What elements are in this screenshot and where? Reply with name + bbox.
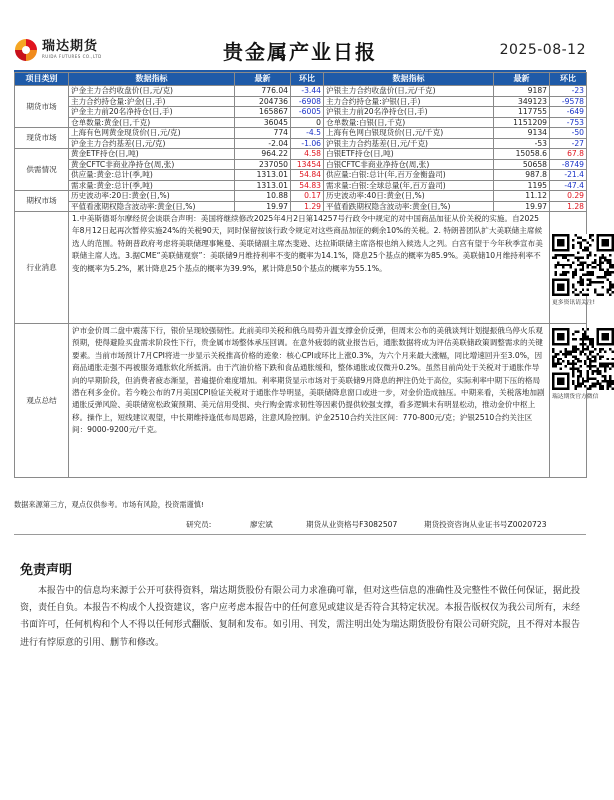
indicator-change: 13454 [291, 159, 324, 170]
indicator-change: 1.29 [291, 201, 324, 212]
report-title: 贵金属产业日报 [223, 40, 377, 64]
indicator-value: 1313.01 [235, 170, 291, 181]
indicator-change: -27 [550, 138, 587, 149]
indicator-value: 36045 [235, 117, 291, 128]
indicator-name: 需求量:白银:全球总量(年,百万盎司) [324, 180, 494, 191]
table-row [15, 201, 587, 212]
indicator-value: 204736 [235, 96, 291, 107]
qr-code-icon [552, 234, 614, 296]
logo-name-cn: 瑞达期货 [42, 39, 99, 54]
indicator-change: -753 [550, 117, 587, 128]
indicator-change: 67.8 [550, 149, 587, 160]
indicator-value: 165867 [235, 107, 291, 118]
news-row [15, 212, 587, 324]
researcher-advisory-license: 期货投资咨询从业证书号Z0020723 [424, 520, 547, 529]
indicator-name: 供应量:白银:总计(年,百万金衡盎司) [324, 170, 494, 181]
col-header-latest: 最新 [235, 73, 291, 86]
col-header-change: 环比 [291, 73, 324, 86]
category-options: 期权市场 [15, 191, 69, 212]
indicator-value: 964.22 [235, 149, 291, 160]
table-row [15, 107, 587, 118]
indicator-value: 9187 [494, 86, 550, 97]
indicator-name: 白银ETF持仓(日,吨) [324, 149, 494, 160]
col-header-project: 项目类别 [15, 73, 69, 86]
indicator-name: 沪银主力前20名净持仓(日,手) [324, 107, 494, 118]
table-row [15, 149, 587, 160]
indicator-name: 需求量:黄金:总计(季,吨) [69, 180, 235, 191]
news-qr-cell [550, 212, 595, 324]
indicator-value: 349123 [494, 96, 550, 107]
indicator-name: 上海有色网黄金现货价(日,元/克) [69, 128, 235, 139]
table-row [15, 170, 587, 181]
category-view: 观点总结 [15, 324, 69, 478]
indicator-value: 9134 [494, 128, 550, 139]
indicator-name: 黄金ETF持仓(日,吨) [69, 149, 235, 160]
indicator-change: 54.83 [291, 180, 324, 191]
table-header-row [15, 73, 587, 86]
data-source-note: 数据来源第三方，观点仅供参考。市场有风险，投资需谨慎! [14, 500, 204, 509]
indicator-value: -53 [494, 138, 550, 149]
indicator-value: 776.04 [235, 86, 291, 97]
indicator-name: 历史波动率:20日:黄金(日,%) [69, 191, 235, 202]
indicator-value: 117755 [494, 107, 550, 118]
category-supply-demand: 供需情况 [15, 149, 69, 191]
indicator-change: -23 [550, 86, 587, 97]
indicator-value: 1313.01 [235, 180, 291, 191]
indicator-name: 平值看涨期权隐含波动率:黄金(日,%) [69, 201, 235, 212]
indicator-change: -4.5 [291, 128, 324, 139]
indicator-name: 沪金主力前20名净持仓(日,手) [69, 107, 235, 118]
col-header-indicator: 数据指标 [324, 73, 494, 86]
indicator-name: 白银CFTC非商业净持仓(周,张) [324, 159, 494, 170]
indicator-change: -8749 [550, 159, 587, 170]
indicator-value: 11.12 [494, 191, 550, 202]
logo-name-en: RUIDA FUTURES CO.,LTD [42, 54, 102, 59]
indicator-name: 沪金主力合约收盘价(日,元/克) [69, 86, 235, 97]
indicator-value: 19.97 [494, 201, 550, 212]
table-row [15, 117, 587, 128]
news-text: 1.中美斯德哥尔摩经贸会谈联合声明：美国将继续修改2025年4月2日第14257号行政令中规定的对中国商品加征从价关税的实施。自2025年8月12日起再次暂停实施24%的关税90天，同时保留按该行政令规定对这些商品加征的剩余10%的关税。2. 特朗普团队扩大美联储主席候选人的范围。特朗普政府考虑将美联储理事鲍曼、美联储副主席杰斐逊、达拉斯联储主席洛根也纳入候选人之列。白宫有望于今年秋季宣布美联储主席人选。3.据CME“美联储观察”：美联储9月维持利率不变的概率为14.1%，降息25个基点的概率为85.9%。美联储10月维持利率不变的概率为5.2%，累计降息25个基点的概率为39.9%，累计降息50个基点的概率为55.1%。 [69, 212, 550, 324]
indicator-name: 主力合约持仓量:沪银(日,手) [324, 96, 494, 107]
view-row [15, 324, 587, 478]
indicator-name: 仓单数量:白银(日,千克) [324, 117, 494, 128]
indicator-change: 1.28 [550, 201, 587, 212]
report-date: 2025-08-12 [499, 42, 586, 58]
category-news: 行业消息 [15, 212, 69, 324]
col-header-latest: 最新 [494, 73, 550, 86]
table-row [15, 191, 587, 202]
indicator-value: 10.88 [235, 191, 291, 202]
indicator-value: 237050 [235, 159, 291, 170]
wechat-qr-code-icon [552, 328, 614, 390]
table-row [15, 159, 587, 170]
qr-caption: 更多资讯请关注! [552, 300, 595, 306]
indicator-name: 历史波动率:40日:黄金(日,%) [324, 191, 494, 202]
disclaimer-title: 免责声明 [20, 563, 73, 578]
indicator-value: 1195 [494, 180, 550, 191]
indicator-name: 上海有色网白银现货价(日,元/千克) [324, 128, 494, 139]
indicator-change: -21.4 [550, 170, 587, 181]
indicator-change: -6005 [291, 107, 324, 118]
researcher-name: 廖宏斌 [250, 520, 273, 529]
researcher-license: 期货从业资格号F3082507 [306, 520, 398, 529]
indicator-change: 0.29 [550, 191, 587, 202]
indicator-name: 黄金CFTC非商业净持仓(周,张) [69, 159, 235, 170]
indicator-name: 主力合约持仓量:沪金(日,手) [69, 96, 235, 107]
indicator-value: 1151209 [494, 117, 550, 128]
indicator-name: 沪金主力合约基差(日,元/克) [69, 138, 235, 149]
indicator-name: 供应量:黄金:总计(季,吨) [69, 170, 235, 181]
qr-caption: 瑞达期货官方微信 [552, 394, 599, 400]
indicator-name: 沪银主力合约收盘价(日,元/千克) [324, 86, 494, 97]
indicator-name: 仓单数量:黄金(日,千克) [69, 117, 235, 128]
indicator-change: -6908 [291, 96, 324, 107]
col-header-indicator: 数据指标 [69, 73, 235, 86]
indicator-value: -2.04 [235, 138, 291, 149]
indicator-value: 15058.6 [494, 149, 550, 160]
indicator-change: 0.17 [291, 191, 324, 202]
indicator-change: -1.06 [291, 138, 324, 149]
indicator-table [14, 72, 599, 478]
indicator-change: -649 [550, 107, 587, 118]
table-row [15, 180, 587, 191]
indicator-value: 19.97 [235, 201, 291, 212]
col-header-change: 环比 [550, 73, 587, 86]
table-row [15, 96, 587, 107]
table-row [15, 86, 587, 97]
indicator-value: 987.8 [494, 170, 550, 181]
indicator-value: 50658 [494, 159, 550, 170]
indicator-change: 4.58 [291, 149, 324, 160]
report-header [14, 34, 586, 72]
indicator-value: 774 [235, 128, 291, 139]
table-row [15, 138, 587, 149]
table-row [15, 128, 587, 139]
category-futures: 期货市场 [15, 86, 69, 128]
view-qr-cell [550, 324, 599, 478]
indicator-change: 54.84 [291, 170, 324, 181]
indicator-name: 平值看跌期权隐含波动率:黄金(日,%) [324, 201, 494, 212]
indicator-change: 0 [291, 117, 324, 128]
indicator-change: -47.4 [550, 180, 587, 191]
indicator-change: -9578 [550, 96, 587, 107]
indicator-change: -3.44 [291, 86, 324, 97]
researcher-label: 研究员: [186, 520, 212, 529]
category-spot: 现货市场 [15, 128, 69, 149]
disclaimer-body: 本报告中的信息均来源于公开可获得资料，瑞达期货股份有限公司力求准确可靠，但对这些信息的准确性及完整性不做任何保证，据此投资，责任自负。本报告不构成个人投资建议，客户应考虑本报告中的任何意见或建议是否符合其特定状况。本报告版权仅为我公司所有，未经书面许可，任何机构和个人不得以任何形式翻版、复制和发布。如引用、刊发，需注明出处为瑞达期货股份有限公司研究院，且不得对本报告进行有悖原意的引用、删节和修改。 [20, 586, 580, 648]
indicator-name: 沪银主力合约基差(日,元/千克) [324, 138, 494, 149]
view-text: 沪市金价周二盘中震荡下行，银价呈现较强韧性。此前美印关税和俄乌局势升温支撑金价反弹，但周末公布的美俄谈判计划提振俄乌停火乐观预期，使得避险买盘需求阶段性下行，贵金属市场整体承压回调。在意外疲弱的就业报告后，通胀数据将成为评估美联储政策调整需求的关键要素。当前市场预计7月CPI将进一步显示关税推高价格的迹象：核心CPI或环比上涨0.3%，为六个月来最大涨幅，同比增速回升至3.0%，因商品通胀走强不再被服务通胀软化所抵消。由于汽油价格下跌和食品通胀缓和，整体通胀或仅微升0.2%。虽然目前尚处于关税对于通胀作导向的早期阶段，但消费者疲态渐显，普遍提价难度增加。利率期货显示市场对于美联储9月降息的押注仍处于高位，实际利率中期下压的格局潜在利多金价。若今晚公布的7月美国CPI验证关税对于通胀作导明显，美联储降息窗口或进一步，对金价造成抽压。中期来看，关税落地加剧通胀反弹风险、美联储宽松政策预期、美元信用受损、央行购金需求韧性等因素仍提供较强支撑，看多逻辑未有明显松动，推动金价中枢上移。操作上，短线建议观望，中长期维持逢低布局思路，注意风险控制。沪金2510合约关注区间：770-800元/克；沪银2510合约关注区间：9000-9200元/千克。 [69, 324, 550, 478]
indicator-change: -50 [550, 128, 587, 139]
researcher-divider [14, 534, 586, 535]
